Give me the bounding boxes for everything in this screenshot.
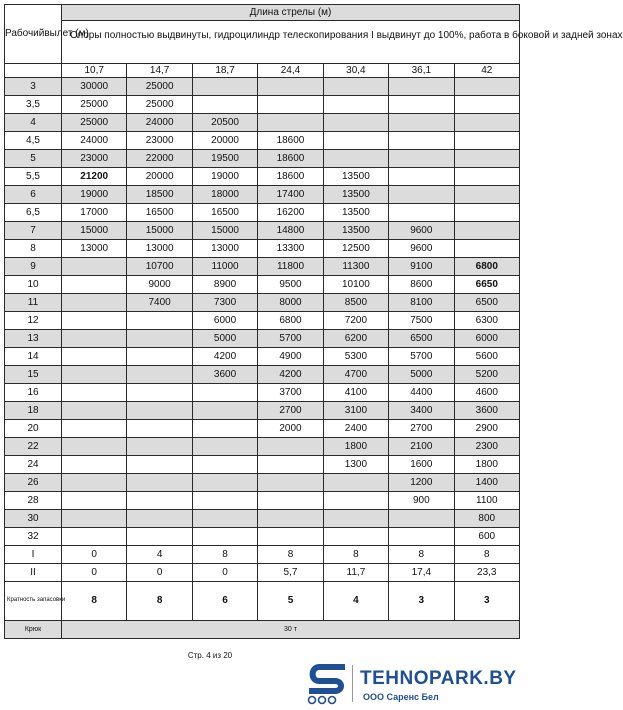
load-cell: 11300 [323,258,388,276]
load-cell: 18600 [258,168,323,186]
load-cell [454,150,519,168]
load-cell [389,78,454,96]
load-cell: 2100 [389,438,454,456]
load-cell [62,312,127,330]
load-cell: 6500 [454,294,519,312]
load-cell: 6650 [454,276,519,294]
load-cell [454,168,519,186]
boom-length-header: 10,7 [62,64,127,78]
load-cell: 7200 [323,312,388,330]
radius-cell: 22 [5,438,62,456]
load-cell: 9100 [389,258,454,276]
load-cell: 7500 [389,312,454,330]
load-cell: 1200 [389,474,454,492]
load-cell: 25000 [127,78,192,96]
load-cell [258,438,323,456]
load-cell: 600 [454,528,519,546]
load-cell: 25000 [62,114,127,132]
radius-cell: 16 [5,384,62,402]
load-cell [389,510,454,528]
radius-cell: 11 [5,294,62,312]
radius-cell: 3 [5,78,62,96]
load-cell: 20500 [192,114,257,132]
radius-cell: 12 [5,312,62,330]
load-cell [258,492,323,510]
load-cell [192,96,257,114]
load-cell [258,456,323,474]
load-cell [389,528,454,546]
load-cell [62,438,127,456]
load-cell [127,312,192,330]
load-cell [62,474,127,492]
reeving-cell: 8 [62,582,127,621]
load-cell [389,204,454,222]
load-cell [62,384,127,402]
hook-row [5,621,520,639]
section-ii-cell: 0 [62,564,127,582]
radius-cell: 7 [5,222,62,240]
reeving-cell: 4 [323,582,388,621]
load-cell [454,114,519,132]
sarens-logo-icon [305,661,351,705]
load-cell: 25000 [127,96,192,114]
load-cell: 7300 [192,294,257,312]
load-cell: 20000 [192,132,257,150]
load-cell: 4200 [192,348,257,366]
load-cell: 9600 [389,240,454,258]
load-cell: 14800 [258,222,323,240]
section-i-cell: 8 [389,546,454,564]
reeving-cell: 6 [192,582,257,621]
load-cell: 23000 [127,132,192,150]
load-cell: 5700 [389,348,454,366]
load-cell: 8600 [389,276,454,294]
section-i-row [5,546,520,564]
load-cell: 13000 [192,240,257,258]
load-cell: 6000 [192,312,257,330]
section-ii-cell: 5,7 [258,564,323,582]
radius-cell: 4 [5,114,62,132]
load-cell [62,528,127,546]
load-cell: 9500 [258,276,323,294]
load-cell: 19000 [62,186,127,204]
load-cell: 3100 [323,402,388,420]
load-cell [127,366,192,384]
load-cell [62,492,127,510]
table-row [5,366,520,384]
load-cell [192,78,257,96]
load-cell [323,492,388,510]
logo-brand-text: TEHNOPARK.BY [360,668,517,689]
load-cell: 5600 [454,348,519,366]
load-cell: 2000 [258,420,323,438]
boom-lengths-row [5,64,520,78]
section-i-label: I [5,546,62,564]
reeving-label: Кратность запасовки [5,582,62,621]
load-cell [62,402,127,420]
table-row [5,456,520,474]
load-cell: 11800 [258,258,323,276]
table-row [5,402,520,420]
load-cell [323,510,388,528]
load-cell: 3400 [389,402,454,420]
load-cell [454,186,519,204]
load-cell: 6300 [454,312,519,330]
load-cell [454,132,519,150]
load-cell [127,330,192,348]
load-cell: 5300 [323,348,388,366]
boom-length-header: 14,7 [127,64,192,78]
load-cell [454,78,519,96]
load-cell: 2300 [454,438,519,456]
table-row [5,438,520,456]
load-cell [192,456,257,474]
load-cell: 2700 [258,402,323,420]
load-cell [127,348,192,366]
section-i-cell: 8 [258,546,323,564]
load-cell: 17400 [258,186,323,204]
boom-length-title: Длина стрелы (м) [62,5,520,21]
table-row [5,114,520,132]
table-row [5,186,520,204]
load-cell [323,150,388,168]
table-row [5,96,520,114]
radius-cell: 13 [5,330,62,348]
table-row [5,132,520,150]
load-cell: 900 [389,492,454,510]
load-cell [258,528,323,546]
load-cell [258,510,323,528]
load-cell: 8100 [389,294,454,312]
radius-cell: 6,5 [5,204,62,222]
load-cell [127,420,192,438]
load-cell [127,492,192,510]
load-cell: 13500 [323,186,388,204]
load-cell [62,258,127,276]
reeving-cell: 3 [389,582,454,621]
load-cell: 16500 [192,204,257,222]
radius-cell: 4,5 [5,132,62,150]
load-cell: 6800 [454,258,519,276]
load-cell [62,456,127,474]
load-cell [258,114,323,132]
load-cell [62,294,127,312]
radius-cell: 30 [5,510,62,528]
load-cell: 22000 [127,150,192,168]
boom-length-header: 24,4 [258,64,323,78]
load-cell [389,150,454,168]
load-cell [323,114,388,132]
load-cell [127,456,192,474]
load-cell: 4400 [389,384,454,402]
load-cell: 20000 [127,168,192,186]
load-cell [192,402,257,420]
load-cell: 15000 [127,222,192,240]
section-ii-cell: 17,4 [389,564,454,582]
load-cell: 13500 [323,168,388,186]
section-i-cell: 8 [454,546,519,564]
boom-length-header: 30,4 [323,64,388,78]
load-cell [323,78,388,96]
load-cell: 13300 [258,240,323,258]
radius-cell: 5,5 [5,168,62,186]
section-i-cell: 8 [192,546,257,564]
radius-cell: 6 [5,186,62,204]
load-cell: 3600 [192,366,257,384]
load-cell [192,438,257,456]
load-cell: 6800 [258,312,323,330]
table-row [5,258,520,276]
load-cell [192,474,257,492]
load-cell [389,114,454,132]
load-cell: 11000 [192,258,257,276]
load-cell: 18600 [258,150,323,168]
company-logo [305,661,520,706]
load-cell [323,96,388,114]
load-cell [62,420,127,438]
table-row [5,492,520,510]
load-cell: 8900 [192,276,257,294]
load-cell: 3700 [258,384,323,402]
section-ii-row [5,564,520,582]
load-cell: 4700 [323,366,388,384]
load-cell: 3600 [454,402,519,420]
load-cell: 1800 [323,438,388,456]
load-cell: 15000 [192,222,257,240]
load-cell [127,510,192,528]
section-i-cell: 0 [62,546,127,564]
boom-length-header: 36,1 [389,64,454,78]
load-cell: 16500 [127,204,192,222]
load-cell: 13000 [127,240,192,258]
load-cell [323,528,388,546]
load-cell: 18600 [258,132,323,150]
load-cell: 18000 [192,186,257,204]
table-row [5,384,520,402]
load-cell [62,366,127,384]
radius-cell: 20 [5,420,62,438]
load-cell: 24000 [127,114,192,132]
load-cell [62,276,127,294]
load-cell: 1600 [389,456,454,474]
load-cell: 8500 [323,294,388,312]
load-cell [389,96,454,114]
load-cell: 23000 [62,150,127,168]
load-cell: 7400 [127,294,192,312]
load-cell: 2700 [389,420,454,438]
load-cell [127,384,192,402]
load-cell [454,204,519,222]
page-number: Стр. 4 из 20 [187,651,233,660]
load-cell: 6200 [323,330,388,348]
logo-company-name: ООО Саренс Бел [363,692,439,702]
radius-cell: 8 [5,240,62,258]
reeving-cell: 5 [258,582,323,621]
logo-divider [352,665,353,702]
load-cell: 10100 [323,276,388,294]
load-cell [454,240,519,258]
load-cell: 5000 [389,366,454,384]
table-row [5,204,520,222]
section-ii-label: II [5,564,62,582]
radius-header: Рабочийвылет (м) [5,5,62,64]
load-cell [192,510,257,528]
load-cell: 25000 [62,96,127,114]
load-cell: 4100 [323,384,388,402]
radius-cell: 9 [5,258,62,276]
load-cell [258,96,323,114]
load-chart-table [4,4,623,639]
table-row [5,474,520,492]
table-row [5,420,520,438]
load-cell: 10700 [127,258,192,276]
radius-cell: 32 [5,528,62,546]
reeving-cell: 3 [454,582,519,621]
load-cell: 4200 [258,366,323,384]
load-cell [192,384,257,402]
load-cell: 6000 [454,330,519,348]
table-row [5,78,520,96]
load-cell: 9600 [389,222,454,240]
load-cell [389,186,454,204]
load-cell: 19500 [192,150,257,168]
load-cell [127,474,192,492]
load-cell [258,78,323,96]
load-cell: 18500 [127,186,192,204]
section-ii-cell: 23,3 [454,564,519,582]
load-cell: 30000 [62,78,127,96]
radius-cell: 3,5 [5,96,62,114]
reeving-cell: 8 [127,582,192,621]
load-cell: 4600 [454,384,519,402]
load-cell [62,348,127,366]
load-cell: 5000 [192,330,257,348]
load-cell: 1800 [454,456,519,474]
radius-cell: 14 [5,348,62,366]
load-cell: 13500 [323,204,388,222]
load-cell [192,492,257,510]
load-cell: 6500 [389,330,454,348]
table-row [5,510,520,528]
table-row [5,276,520,294]
section-ii-cell: 11,7 [323,564,388,582]
load-cell [192,528,257,546]
section-i-cell: 8 [323,546,388,564]
load-cell: 9000 [127,276,192,294]
load-cell [62,330,127,348]
radius-cell: 10 [5,276,62,294]
load-cell: 17000 [62,204,127,222]
load-cell: 13500 [323,222,388,240]
load-cell [127,402,192,420]
radius-cell: 24 [5,456,62,474]
load-cell [323,132,388,150]
load-cell: 19000 [192,168,257,186]
load-cell: 13000 [62,240,127,258]
radius-cell: 18 [5,402,62,420]
load-cell [454,222,519,240]
hook-label: Крюк [5,621,62,639]
radius-cell: 28 [5,492,62,510]
load-cell: 1100 [454,492,519,510]
section-ii-cell: 0 [127,564,192,582]
table-row [5,168,520,186]
load-cell: 15000 [62,222,127,240]
load-cell [62,510,127,528]
load-cell: 12500 [323,240,388,258]
table-row [5,222,520,240]
load-cell [323,474,388,492]
load-cell [127,438,192,456]
hook-value: 30 т [62,621,520,639]
load-cell: 1400 [454,474,519,492]
table-row [5,150,520,168]
load-cell: 4900 [258,348,323,366]
load-cell: 24000 [62,132,127,150]
load-cell [258,474,323,492]
load-cell: 21200 [62,168,127,186]
section-i-cell: 4 [127,546,192,564]
load-cell: 2900 [454,420,519,438]
load-cell [192,420,257,438]
load-cell: 16200 [258,204,323,222]
load-cell: 800 [454,510,519,528]
table-row [5,528,520,546]
boom-length-header: 42 [454,64,519,78]
load-cell: 1300 [323,456,388,474]
load-cell [389,168,454,186]
load-cell [127,528,192,546]
table-row [5,330,520,348]
load-cell: 5200 [454,366,519,384]
radius-cell: 15 [5,366,62,384]
table-row [5,312,520,330]
load-cell: 5700 [258,330,323,348]
reeving-row [5,582,520,621]
load-cell [454,96,519,114]
section-ii-cell: 0 [192,564,257,582]
radius-cell: 26 [5,474,62,492]
radius-cell: 5 [5,150,62,168]
table-row [5,240,520,258]
table-conditions: Опоры полностью выдвинуты, гидроцилиндр телескопирования I выдвинут до 100%, работа в боковой и задней зонах [62,21,520,64]
table-row [5,348,520,366]
load-cell: 2400 [323,420,388,438]
load-cell: 8000 [258,294,323,312]
boom-length-header: 18,7 [192,64,257,78]
table-row [5,294,520,312]
load-cell [389,132,454,150]
